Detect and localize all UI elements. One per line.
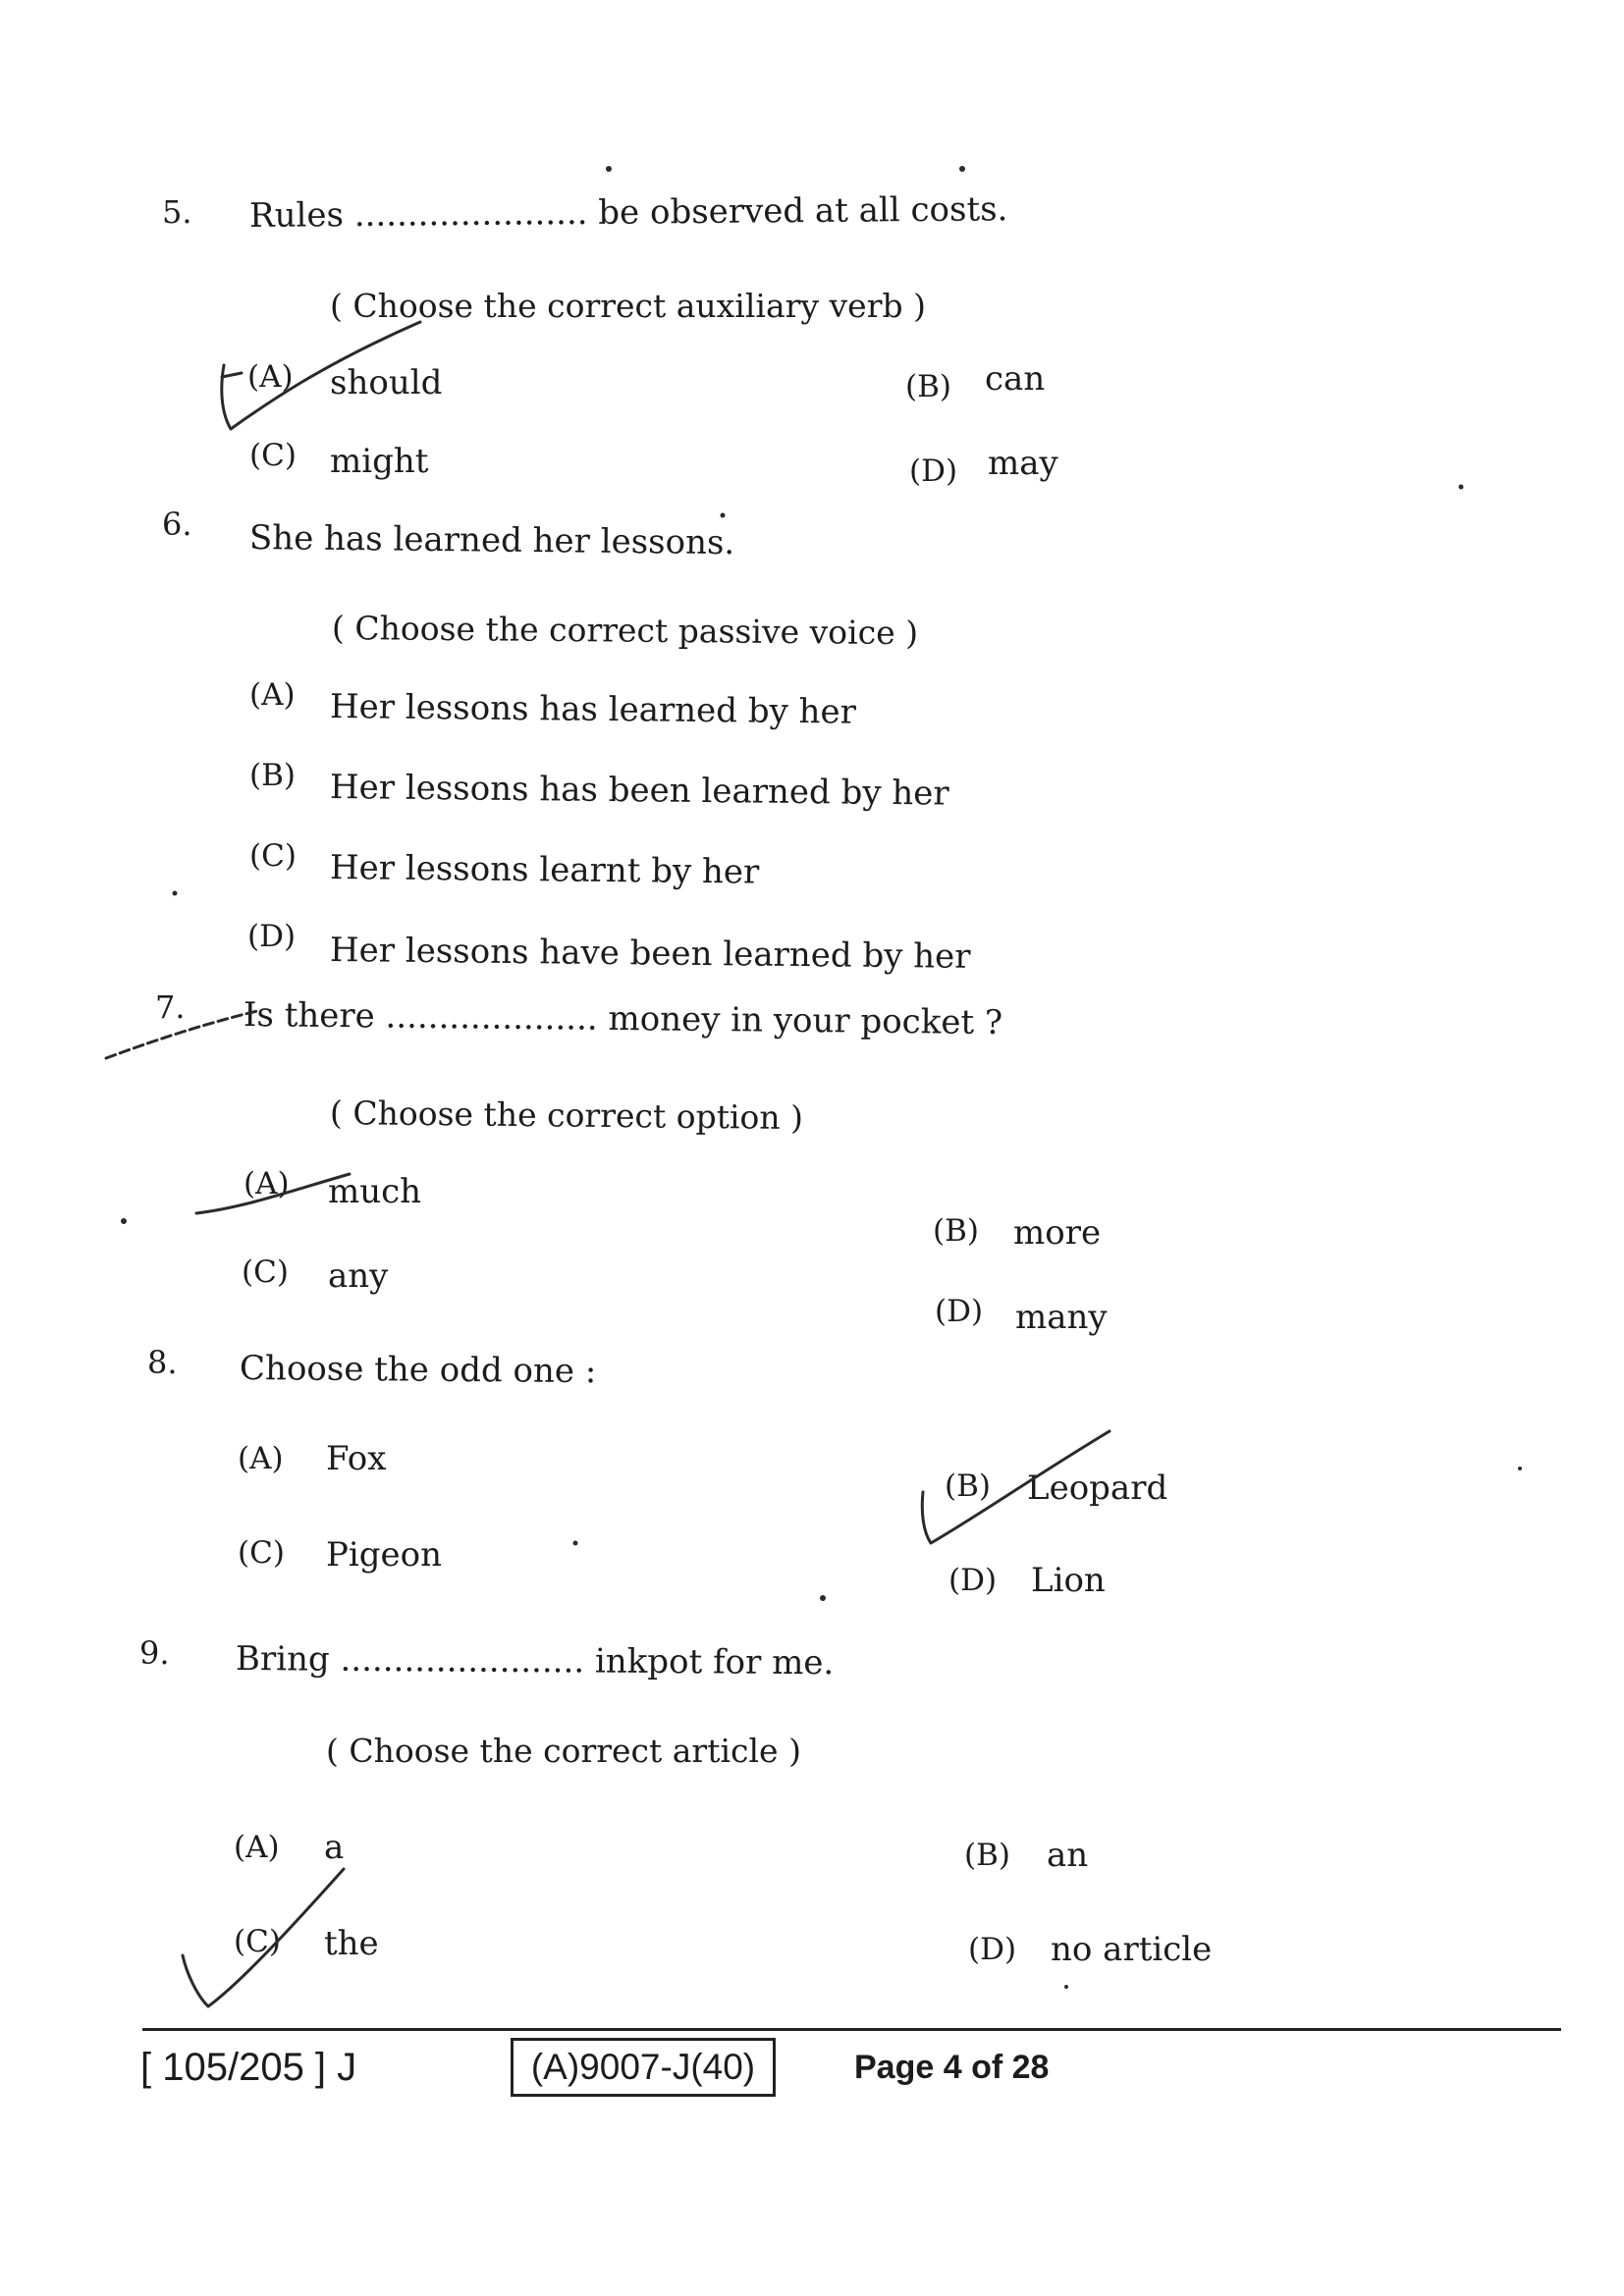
option-text: Her lessons have been learned by her xyxy=(329,931,971,977)
option-text: Fox xyxy=(326,1439,387,1478)
speck xyxy=(1518,1467,1522,1470)
option-text: Pigeon xyxy=(326,1535,443,1575)
option-label: (C) xyxy=(238,1535,285,1571)
question-text: Choose the odd one : xyxy=(239,1349,597,1392)
option-label: (A) xyxy=(247,359,294,395)
question-text: She has learned her lessons. xyxy=(248,518,735,563)
question-number: 7. xyxy=(155,988,186,1026)
option-label: (B) xyxy=(933,1213,979,1249)
question-instruction: ( Choose the correct option ) xyxy=(329,1094,804,1138)
question-number: 9. xyxy=(139,1634,170,1672)
booklet-code-box xyxy=(511,2038,776,2097)
option-label: (D) xyxy=(935,1294,984,1329)
question-instruction: ( Choose the correct article ) xyxy=(326,1732,801,1770)
dash-mark-q5 xyxy=(222,373,242,377)
option-text: Lion xyxy=(1031,1561,1106,1600)
option-label: (C) xyxy=(249,838,297,874)
option-text: may xyxy=(988,444,1058,483)
speck xyxy=(959,166,965,172)
option-label: (D) xyxy=(909,454,958,489)
option-text: much xyxy=(328,1172,422,1211)
footer-divider xyxy=(142,2028,1561,2031)
question-number: 5. xyxy=(162,193,192,231)
option-text: Her lessons has been learned by her xyxy=(329,768,949,814)
question-number: 6. xyxy=(162,506,192,543)
option-text: Leopard xyxy=(1027,1468,1168,1508)
option-label: (A) xyxy=(249,677,296,713)
speck xyxy=(721,513,726,518)
option-label: (D) xyxy=(948,1563,998,1598)
question-instruction: ( Choose the correct auxiliary verb ) xyxy=(330,287,926,325)
option-text: an xyxy=(1047,1836,1089,1875)
option-label: (C) xyxy=(234,1924,281,1959)
option-text: Her lessons learnt by her xyxy=(329,848,760,892)
paper-code: [ 105/205 ] J xyxy=(140,2046,357,2089)
option-text: any xyxy=(328,1256,389,1296)
speck xyxy=(1459,485,1464,490)
option-label: (B) xyxy=(964,1838,1010,1873)
option-label: (C) xyxy=(249,438,297,473)
speck xyxy=(606,166,612,172)
speck xyxy=(820,1595,826,1601)
option-label: (B) xyxy=(945,1468,991,1504)
option-text: more xyxy=(1013,1213,1102,1253)
speck xyxy=(173,891,178,896)
option-label: (A) xyxy=(238,1441,284,1476)
question-instruction: ( Choose the correct passive voice ) xyxy=(331,609,919,653)
option-text: Her lessons has learned by her xyxy=(329,687,857,732)
option-label: (D) xyxy=(247,919,297,954)
option-text: a xyxy=(324,1828,345,1867)
option-text: no article xyxy=(1051,1930,1213,1969)
option-text: might xyxy=(330,442,429,481)
question-text: Is there .................... money in your pocket ? xyxy=(243,995,1003,1043)
option-label: (A) xyxy=(244,1166,290,1201)
option-text: many xyxy=(1015,1298,1108,1337)
page-number: Page 4 of 28 xyxy=(854,2049,1050,2086)
question-text: Rules ...................... be observed at all costs. xyxy=(248,189,1008,236)
option-text: the xyxy=(324,1924,379,1963)
option-text: can xyxy=(985,359,1046,399)
option-label: (B) xyxy=(249,758,296,793)
option-label: (C) xyxy=(242,1255,289,1290)
option-text: should xyxy=(330,363,443,402)
question-number: 8. xyxy=(147,1344,178,1381)
question-text: Bring ....................... inkpot for me. xyxy=(235,1639,835,1683)
booklet-code: (A)9007-J(40) xyxy=(530,2047,756,2087)
speck xyxy=(121,1218,127,1224)
speck xyxy=(573,1541,578,1546)
option-label: (A) xyxy=(234,1830,280,1865)
option-label: (B) xyxy=(905,369,951,404)
speck xyxy=(1064,1985,1068,1989)
option-label: (D) xyxy=(968,1932,1017,1967)
